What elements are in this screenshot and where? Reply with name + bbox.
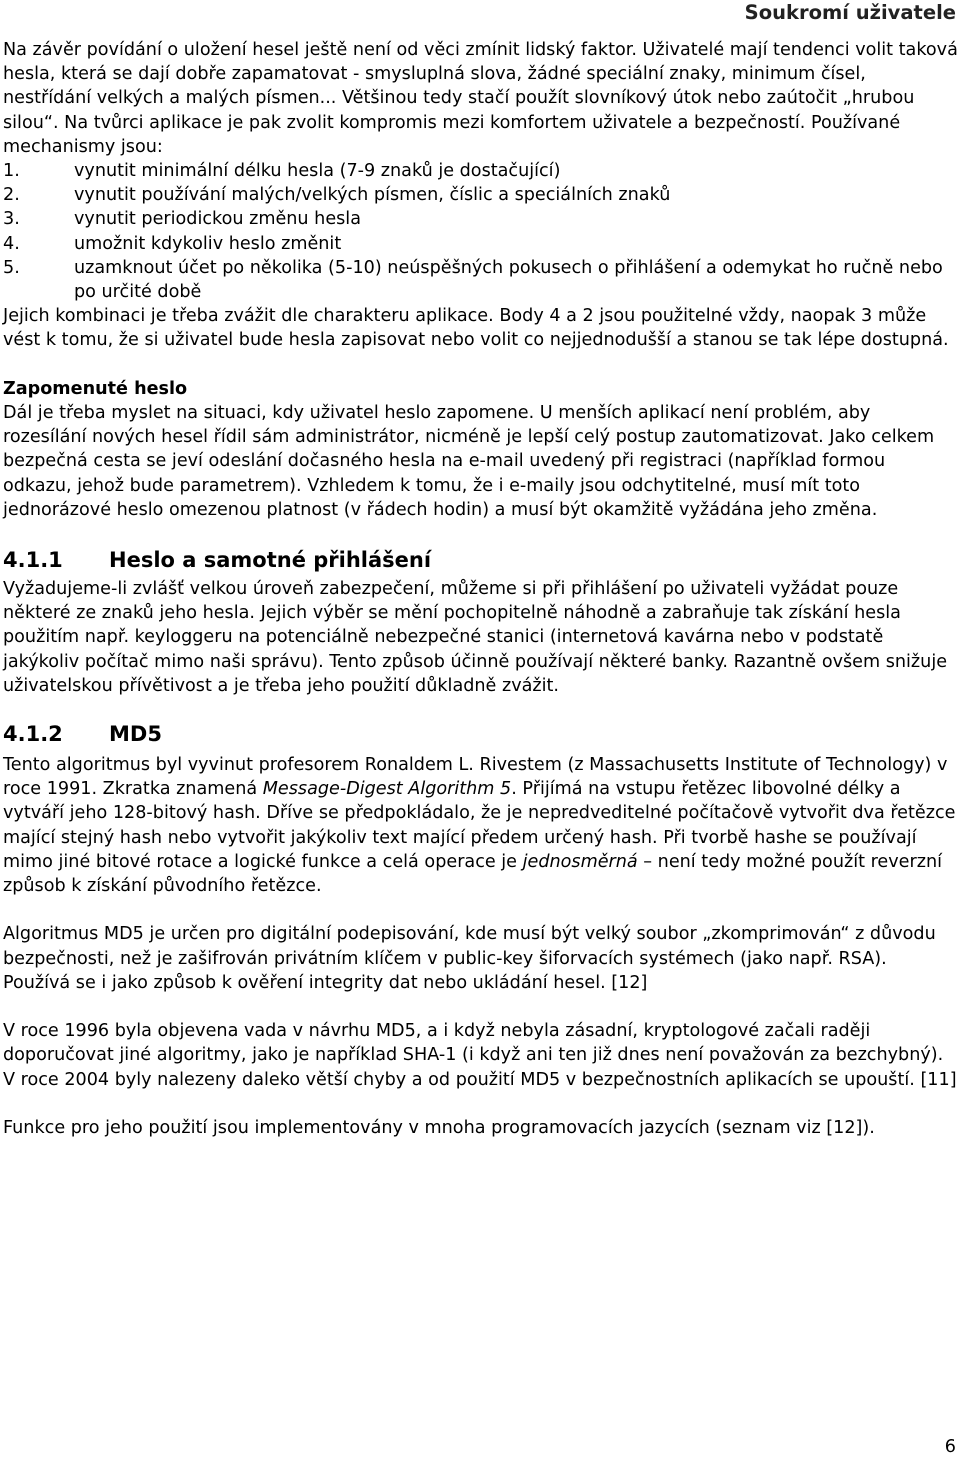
list-item-number: 4. — [3, 233, 20, 254]
forgotten-password-paragraph: Dál je třeba myslet na situaci, kdy uživatel heslo zapomene. U menších aplikací není problém, aby rozesílání nových hesel řídil sám administrátor, nicméně je lepší celý postup zautomatizovat. Jako celkem bezpečná cesta se jeví odeslání dočasného hesla na e-mail uvedený při registraci (například formou odkazu, jehož bude parametrem). Vzhledem k tomu, že i e-maily jsou odchytitelné, musí mít toto jednorázové heslo omezenou platnost (v řádech hodin) a musí být okamžitě vyžádána jeho změna. — [3, 403, 935, 520]
md5-p1-italic-oneway: jednosměrná — [522, 851, 638, 872]
mechanisms-list — [3, 159, 958, 304]
list-item-text: uzamknout účet po několika (5-10) neúspěšných pokusech o přihlášení a odemykat ho ručně nebo po určité době — [74, 257, 943, 303]
list-item-number: 5. — [3, 257, 20, 278]
md5-paragraph-3: V roce 1996 byla objevena vada v návrhu MD5, a i když nebyla zásadní, kryptologové začali raději doporučovat jiné algoritmy, jako je například SHA-1 (i když ani ten již dnes není považován za bezchybný). V roce 2004 byly nalezeny daleko větší chyby a od použití MD5 v bezpečnostních aplikacích se upouští. [11] — [3, 1021, 957, 1090]
list-item — [3, 183, 958, 207]
list-item — [3, 232, 958, 256]
md5-paragraph-1 — [3, 753, 958, 898]
spacer — [3, 1092, 958, 1116]
md5-paragraph-4: Funkce pro jeho použití jsou implementovány v mnoha programovacích jazycích (seznam viz [12]). — [3, 1118, 875, 1139]
list-item — [3, 207, 958, 231]
list-item-text: umožnit kdykoliv heslo změnit — [74, 233, 342, 254]
spacer — [3, 698, 958, 720]
section-4-1-1-paragraph: Vyžadujeme-li zvlášť velkou úroveň zabezpečení, můžeme si při přihlášení po uživateli vyžádat pouze některé ze znaků jeho hesla. Jejich výběr se mění pochopitelně náhodně a zabraňuje tak získání hesla použitím např. keyloggeru na potenciálně nebezpečné stanici (internetová kavárna nebo v podstatě jakýkoliv počítač mimo naši správu). Tento způsob účinně používají některé banky. Razantně ovšem snižuje uživatelskou přívětivost a je třeba jeho použití důkladně zvážit. — [3, 579, 948, 696]
spacer — [3, 898, 958, 922]
spacer — [3, 353, 958, 377]
spacer — [3, 995, 958, 1019]
spacer — [3, 522, 958, 546]
running-header: Soukromí uživatele — [744, 1, 956, 24]
section-number: 4.1.1 — [3, 548, 63, 573]
forgotten-password-heading: Zapomenuté heslo — [3, 378, 188, 399]
section-title: Heslo a samotné přihlášení — [109, 548, 432, 573]
after-list-paragraph: Jejich kombinaci je třeba zvážit dle charakteru aplikace. Body 4 a 2 jsou použitelné vždy, naopak 3 může vést k tomu, že si uživatel bude hesla zapisovat nebo volit co nejjednodušší a stanou se tak lépe dostupná. — [3, 306, 949, 351]
section-heading-4-1-1 — [3, 546, 958, 574]
md5-p1-text-c: – není tedy možné použít reverzní způsob k získání původního řetězce. — [3, 851, 943, 897]
list-item-text: vynutit periodickou změnu hesla — [74, 209, 361, 230]
md5-p1-text-b: . Přijímá na vstupu řetězec libovolné délky a vytváří jeho 128-bitový hash. Dříve se předpokládalo, že je nepredveditelné počítačově vytvořit dva řetězce mající stejný hash nebo vytvořit jakýkoliv text mající předem určený hash. Při tvorbě hashe se používají mimo jiné bitové rotace a logické funkce a celá operace je — [3, 779, 956, 872]
list-item — [3, 159, 958, 183]
list-item-text: vynutit používání malých/velkých písmen, číslic a speciálních znaků — [74, 185, 671, 206]
list-item-number: 2. — [3, 185, 20, 206]
md5-p1-text-a: Tento algoritmus byl vyvinut profesorem Ronaldem L. Rivestem (z Massachusetts Institute of Technology) v roce 1991. Zkratka znamená — [3, 755, 948, 800]
list-item-number: 3. — [3, 209, 20, 230]
list-item-text: vynutit minimální délku hesla (7-9 znaků je dostačující) — [74, 161, 561, 182]
section-number: 4.1.2 — [3, 722, 63, 747]
intro-paragraph: Na závěr povídání o uložení hesel ještě není od věci zmínit lidský faktor. Uživatelé mají tendenci volit taková hesla, která se dají dobře zapamatovat - smysluplná slova, žádné speciální znaky, minimum čísel, nestřídání velkých a malých písmen... Většinou tedy stačí použít slovníkový útok nebo zaútočit „hrubou silou“. Na tvůrci aplikace je pak zvolit kompromis mezi komfortem uživatele a bezpečností. Používané mechanismy jsou: — [3, 40, 958, 157]
md5-p1-italic-name: Message-Digest Algorithm 5 — [262, 779, 512, 800]
section-title: MD5 — [109, 722, 162, 747]
list-item — [3, 256, 958, 304]
section-heading-4-1-2 — [3, 720, 958, 748]
md5-paragraph-2: Algoritmus MD5 je určen pro digitální podepisování, kde musí být velký soubor „zkomprimován“ z důvodu bezpečnosti, než je zašifrován privátním klíčem v public-key šiforvacích systémech (jako např. RSA). Používá se i jako způsob k ověření integrity dat nebo ukládání hesel. [12] — [3, 924, 936, 993]
list-item-number: 1. — [3, 161, 20, 182]
page-content — [3, 38, 958, 1140]
page-number: 6 — [944, 1437, 956, 1457]
